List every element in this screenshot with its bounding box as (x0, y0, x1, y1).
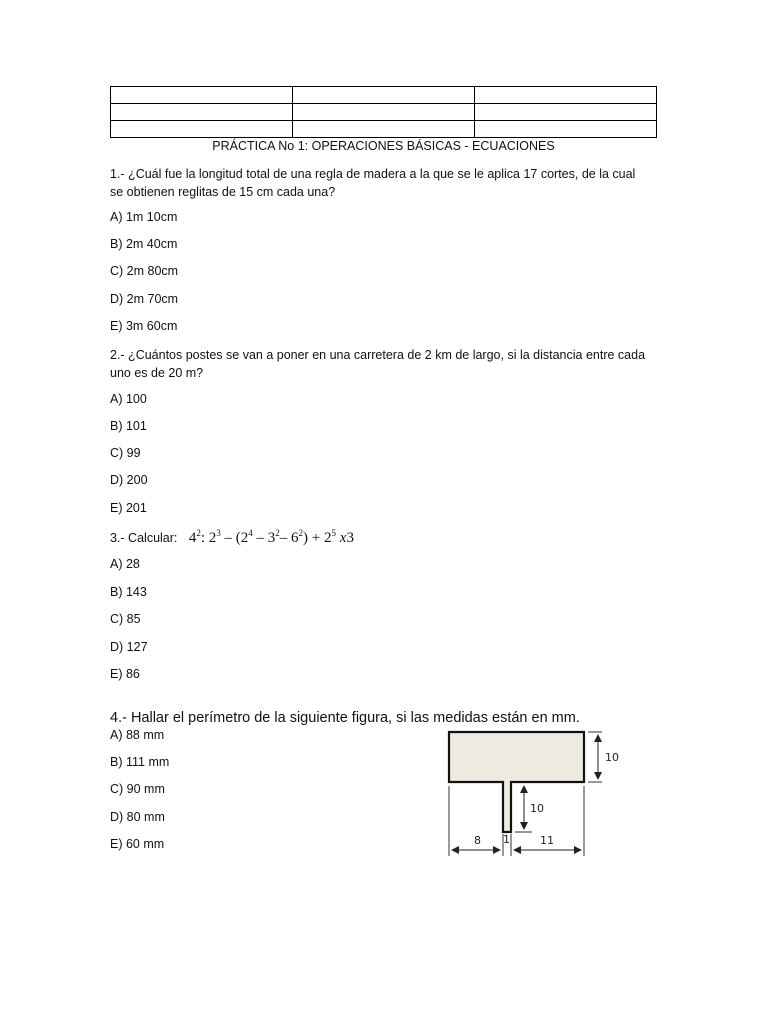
q3-option-d: D) 127 (110, 640, 148, 654)
question-4-title: 4.- Hallar el perímetro de la siguiente figura, si las medidas están en mm. (110, 710, 580, 726)
question-1 (110, 165, 670, 201)
q1-option-b: B) 2m 40cm (110, 237, 178, 251)
question-2-line-2: uno es de 20 m? (110, 366, 204, 380)
question-3 (110, 528, 354, 547)
q1-option-d: D) 2m 70cm (110, 292, 179, 306)
q1-option-c: C) 2m 80cm (110, 264, 179, 278)
q2-option-a: A) 100 (110, 392, 147, 406)
table-row (111, 121, 657, 138)
q1-option-e: E) 3m 60cm (110, 319, 178, 333)
table-cell (111, 87, 293, 104)
dim-label-height-top: 10 (605, 751, 619, 764)
t-shape-outline (449, 732, 584, 832)
table-cell (475, 87, 657, 104)
q3-option-c: C) 85 (110, 612, 141, 626)
q2-option-e: E) 201 (110, 501, 147, 515)
table-cell (111, 104, 293, 121)
table-cell (475, 104, 657, 121)
question-2-line-1: 2.- ¿Cuántos postes se van a poner en una carretera de 2 km de largo, si la distancia entre cada (110, 348, 646, 362)
question-1-line-2: se obtienen reglitas de 15 cm cada una? (110, 185, 336, 199)
dim-label-left: 8 (474, 834, 481, 847)
q1-option-a: A) 1m 10cm (110, 210, 178, 224)
dim-label-right: 11 (540, 834, 554, 847)
table-cell (293, 87, 475, 104)
table-row (111, 87, 657, 104)
q2-option-c: C) 99 (110, 446, 141, 460)
q4-option-c: C) 90 mm (110, 782, 165, 796)
header-table (110, 86, 657, 138)
page-title: PRÁCTICA No 1: OPERACIONES BÁSICAS - ECUACIONES (212, 139, 555, 153)
table-cell (293, 121, 475, 138)
q4-option-d: D) 80 mm (110, 810, 165, 824)
q4-option-e: E) 60 mm (110, 837, 165, 851)
q3-option-e: E) 86 (110, 667, 140, 681)
q4-option-b: B) 111 mm (110, 755, 170, 769)
question-3-formula: $4^2$: $2^3 - (2^4 - 3^2-$ $6^2) + 2^5$ x3 (188, 528, 354, 546)
q2-option-d: D) 200 (110, 473, 148, 487)
question-2 (110, 346, 670, 382)
dim-label-stem: 10 (530, 802, 544, 815)
table-cell (293, 104, 475, 121)
question-3-label: 3.- Calcular: (110, 531, 178, 545)
dim-label-stem-width: 1 (503, 833, 510, 846)
question-1-line-1: 1.- ¿Cuál fue la longitud total de una regla de madera a la que se le aplica 17 cortes, de la cual (110, 167, 636, 181)
q4-option-a: A) 88 mm (110, 728, 165, 742)
table-cell (111, 121, 293, 138)
table-row (111, 104, 657, 121)
q3-option-a: A) 28 (110, 557, 140, 571)
t-shape-figure (440, 726, 630, 861)
q2-option-b: B) 101 (110, 419, 147, 433)
q3-option-b: B) 143 (110, 585, 147, 599)
table-cell (475, 121, 657, 138)
